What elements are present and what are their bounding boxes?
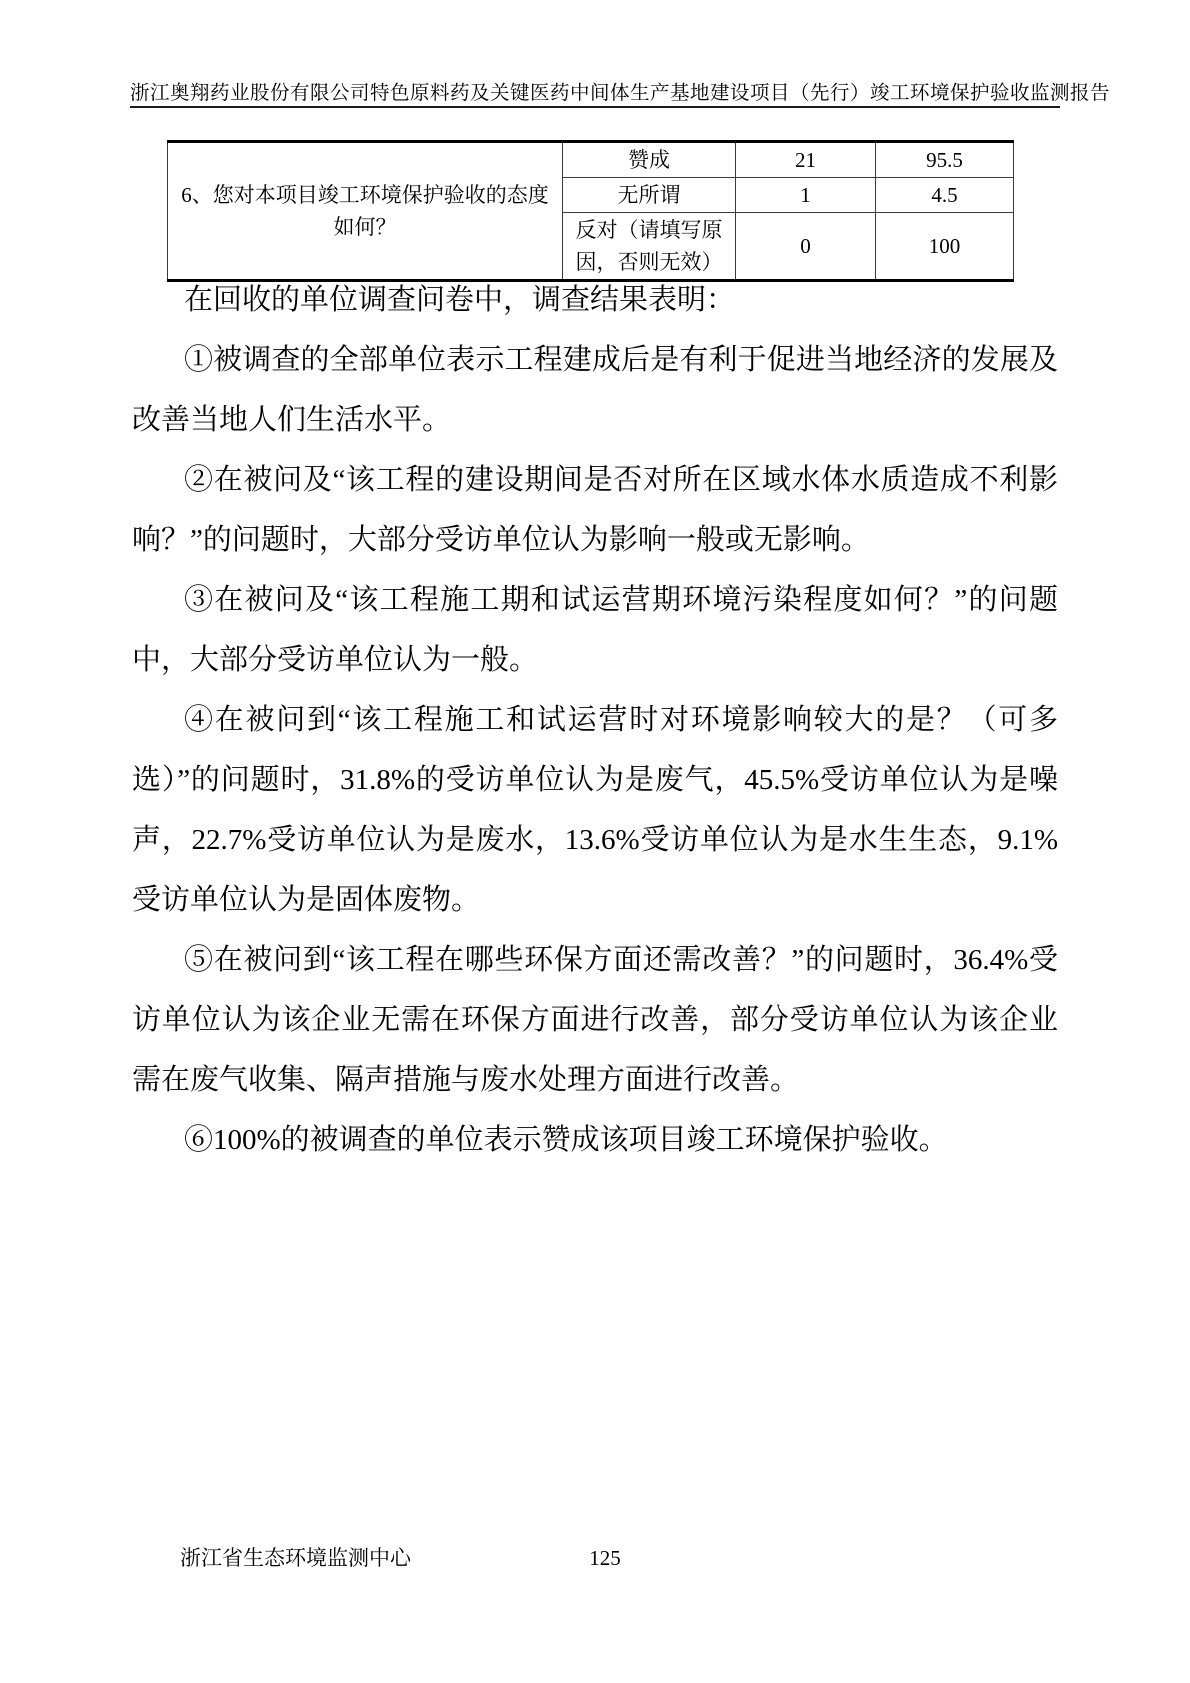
survey-percent-cell: 95.5 bbox=[876, 142, 1014, 178]
paragraph: 在回收的单位调查问卷中，调查结果表明： bbox=[184, 284, 736, 316]
survey-count-cell: 1 bbox=[736, 178, 876, 213]
survey-question-cell: 6、您对本项目竣工环境保护验收的态度如何？ bbox=[168, 142, 563, 281]
survey-results-table bbox=[167, 140, 1014, 282]
header-rule bbox=[130, 106, 1060, 108]
paragraph: ⑥100%的被调查的单位表示赞成该项目竣工环境保护验收。 bbox=[184, 1124, 948, 1156]
paragraph: ⑤在被问到“该工程在哪些环保方面还需改善？”的问题时，36.4%受访单位认为该企业无需在环保方面进行改善，部分受访单位认为该企业需在废气收集、隔声措施与废水处理方面进行改善。 bbox=[132, 944, 1058, 1096]
survey-percent-cell: 4.5 bbox=[876, 178, 1014, 213]
survey-percent-cell: 100 bbox=[876, 213, 1014, 281]
survey-option-cell: 无所谓 bbox=[563, 178, 736, 213]
paragraph: ②在被问及“该工程的建设期间是否对所在区域水体水质造成不利影响？”的问题时，大部分受访单位认为影响一般或无影响。 bbox=[132, 464, 1058, 556]
survey-count-cell: 21 bbox=[736, 142, 876, 178]
survey-table-body bbox=[168, 142, 1014, 281]
survey-option-cell: 赞成 bbox=[563, 142, 736, 178]
document-body bbox=[132, 270, 1058, 1170]
paragraph: ①被调查的全部单位表示工程建成后是有利于促进当地经济的发展及改善当地人们生活水平。 bbox=[132, 344, 1058, 436]
page-number: 125 bbox=[589, 1546, 621, 1570]
survey-option-cell: 反对（请填写原因，否则无效） bbox=[563, 213, 736, 281]
footer-organization: 浙江省生态环境监测中心 bbox=[180, 1546, 411, 1570]
page-footer bbox=[0, 1545, 1190, 1575]
survey-table-row bbox=[168, 142, 1014, 178]
paragraph: ③在被问及“该工程施工期和试运营期环境污染程度如何？”的问题中，大部分受访单位认为一般。 bbox=[132, 584, 1058, 676]
paragraph: ④在被问到“该工程施工和试运营时对环境影响较大的是？（可多选）”的问题时，31.8%的受访单位认为是废气，45.5%受访单位认为是噪声，22.7%受访单位认为是废水，13.6%受访单位认为是水生生态，9.1%受访单位认为是固体废物。 bbox=[132, 704, 1058, 916]
survey-count-cell: 0 bbox=[736, 213, 876, 281]
header-title: 浙江奥翔药业股份有限公司特色原料药及关键医药中间体生产基地建设项目（先行）竣工环境保护验收监测报告 bbox=[130, 83, 1111, 104]
